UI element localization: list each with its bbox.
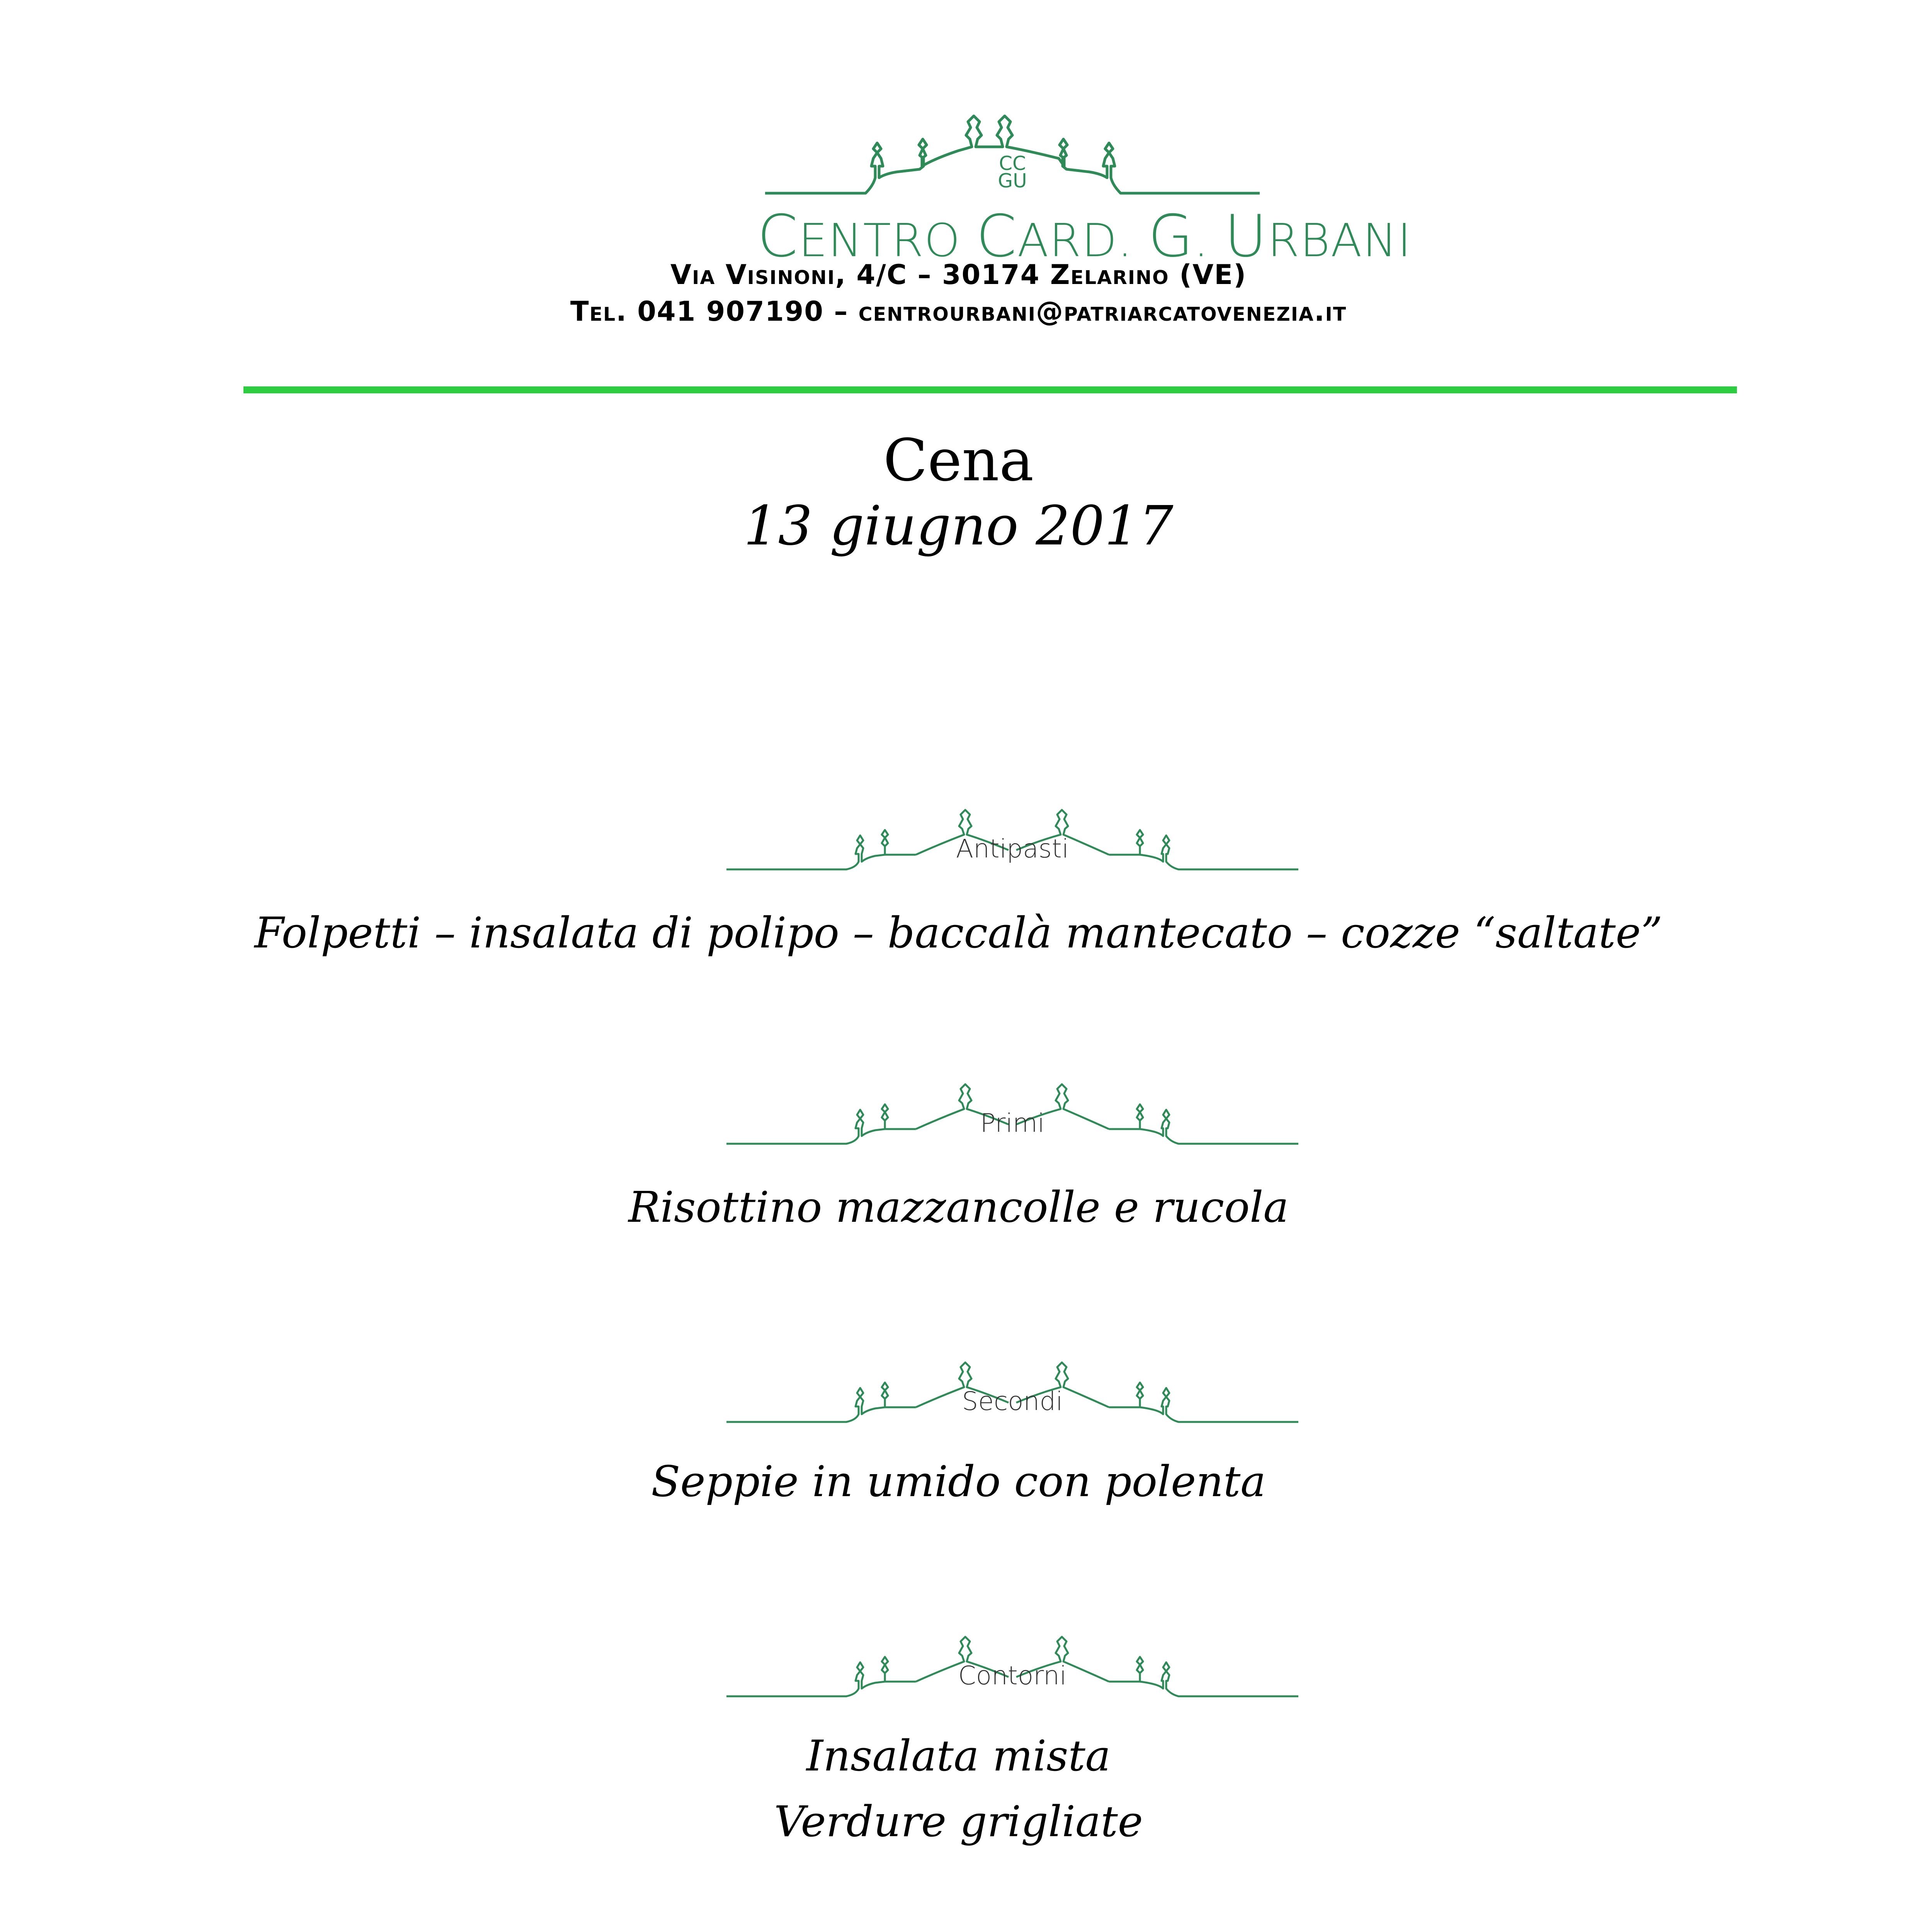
logo-monogram-bottom: GU xyxy=(998,170,1027,192)
org-name-part: RBANI xyxy=(1267,214,1412,267)
section-divider-contorni xyxy=(723,1600,1302,1700)
page-title: Cena xyxy=(883,427,1034,494)
org-name-part: ARD. xyxy=(1017,214,1148,267)
org-name-part: . xyxy=(1194,214,1225,267)
section-divider-secondi xyxy=(723,1325,1302,1426)
section-label: Secondi xyxy=(962,1386,1063,1416)
org-name-part: C xyxy=(757,203,799,270)
address-line: Via Visinoni, 4/C – 30174 Zelarino (VE) xyxy=(670,259,1247,291)
dish-item: Insalata mista xyxy=(806,1731,1111,1781)
header-divider xyxy=(243,386,1737,393)
org-name-part: ENTRO xyxy=(798,214,976,267)
org-name-part: U xyxy=(1224,203,1268,270)
logo-balustrade-icon xyxy=(757,70,1267,205)
org-name-part: G xyxy=(1148,203,1194,270)
dish-item: Seppie in umido con polenta xyxy=(651,1457,1266,1506)
section-divider-primi xyxy=(723,1047,1302,1148)
contact-line: Tel. 041 907190 – centrourbani@patriarcatovenezia.it xyxy=(570,296,1347,327)
section-divider-antipasti xyxy=(723,773,1302,873)
section-label: Contorni xyxy=(958,1661,1067,1690)
dish-item: Folpetti – insalata di polipo – baccalà mantecato – cozze “saltate” xyxy=(254,908,1663,957)
dish-item: Risottino mazzancolle e rucola xyxy=(628,1182,1289,1232)
menu-date: 13 giugno 2017 xyxy=(743,495,1174,558)
logo-monogram-top: CC xyxy=(999,152,1026,175)
dish-item: Verdure grigliate xyxy=(774,1797,1143,1846)
section-label: Primi xyxy=(980,1108,1045,1138)
section-label: Antipasti xyxy=(956,834,1069,864)
org-name-part: C xyxy=(976,203,1017,270)
